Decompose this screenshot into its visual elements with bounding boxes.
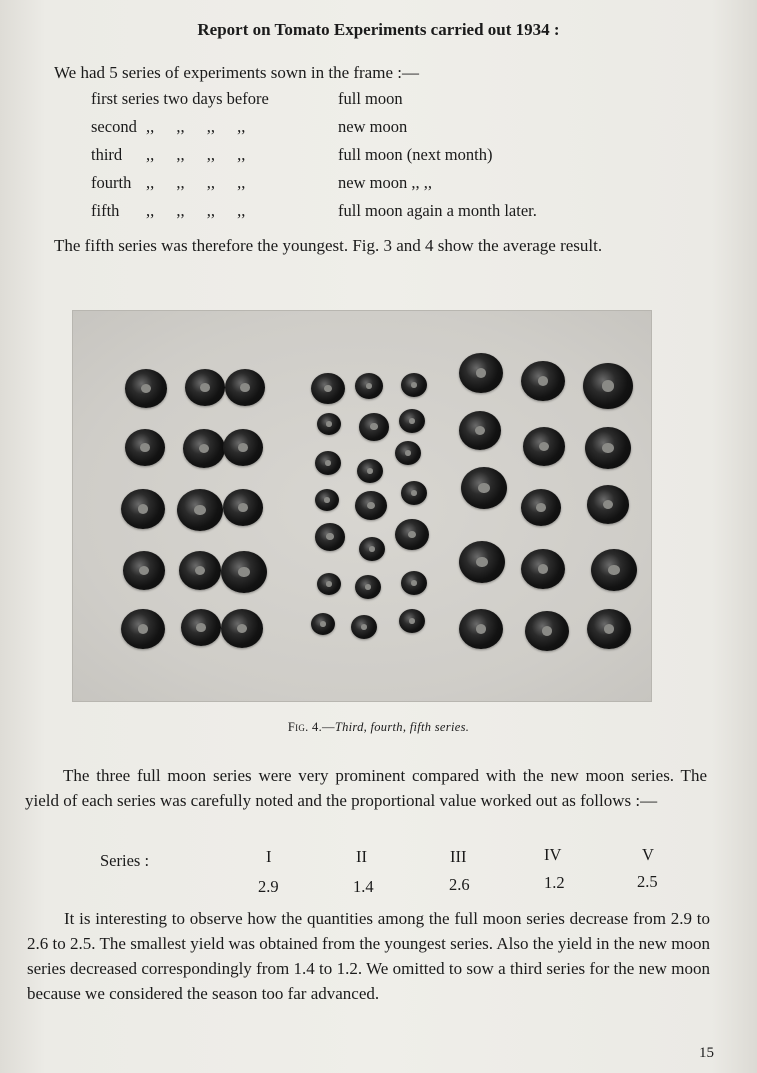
tomato-photo — [401, 481, 427, 505]
tomato-photo — [521, 489, 561, 526]
tomato-photo — [395, 441, 421, 465]
tomato-photo — [395, 519, 429, 550]
tomato-photo — [459, 411, 501, 450]
tomato-photo — [223, 489, 263, 526]
figure-caption — [0, 720, 757, 735]
tomato-photo — [399, 609, 425, 633]
tomato-photo — [123, 551, 165, 590]
series-phase: full moon (next month) — [338, 145, 493, 164]
page-number: 15 — [699, 1045, 714, 1061]
series-phase: new moon — [338, 117, 408, 136]
series-name: second — [91, 117, 137, 136]
tomato-photo — [355, 373, 383, 399]
tomato-photo — [185, 369, 225, 406]
tomato-photo — [583, 363, 633, 409]
ditto-marks: ,, ,, ,, ,, — [146, 201, 246, 220]
ditto-marks: ,, ,, ,, ,, — [146, 117, 246, 136]
tomato-photo — [591, 549, 637, 591]
series-phase: full moon again a month later. — [338, 201, 537, 220]
page-title: Report on Tomato Experiments carried out 1934 : — [197, 20, 560, 39]
tomato-photo — [317, 413, 341, 435]
tomato-photo — [359, 413, 389, 441]
paragraph-conclusion: It is interesting to observe how the quantities among the full moon series decrease from 2.9 to 2.6 to 2.5. The smallest yield was obtained from the youngest series. Also the yield in the new moon series decreased correspondingly from 1.4 to 1.2. We omitted to sow a third series for the new moon because we considered the season too far advanced. — [27, 909, 710, 1003]
tomato-photo — [221, 609, 263, 648]
series-phase: new moon ,, ,, — [338, 173, 432, 192]
tomato-photo — [179, 551, 221, 590]
yield-column-header: II — [356, 847, 367, 866]
yield-column-header: III — [450, 847, 467, 866]
series-phase: full moon — [338, 89, 403, 108]
tomato-photo — [311, 613, 335, 635]
tomato-photo — [315, 451, 341, 475]
ditto-marks: ,, ,, ,, ,, — [146, 145, 246, 164]
paragraph-comparison: The three full moon series were very prominent compared with the new moon series. The yield of each series was carefully noted and the proportional value worked out as follows :— — [25, 766, 707, 810]
yield-value: 1.2 — [544, 873, 565, 892]
tomato-photo — [121, 609, 165, 649]
paragraph-result: The fifth series was therefore the youngest. Fig. 3 and 4 show the average result. — [54, 236, 603, 255]
ditto-marks: ,, ,, ,, ,, — [146, 173, 246, 192]
tomato-photo — [183, 429, 225, 468]
tomato-photo — [459, 541, 505, 583]
yield-value: 2.9 — [258, 877, 279, 896]
tomato-photo — [459, 609, 503, 649]
tomato-photo — [225, 369, 265, 406]
tomato-photo — [461, 467, 507, 509]
tomato-photo — [521, 549, 565, 589]
tomato-photo — [459, 353, 503, 393]
tomato-photo — [125, 369, 167, 408]
series-name: first series two days before — [91, 89, 269, 108]
tomato-photo — [587, 485, 629, 524]
tomato-photo — [355, 491, 387, 520]
tomato-photograph — [72, 310, 652, 702]
tomato-photo — [315, 523, 345, 551]
tomato-photo — [585, 427, 631, 469]
series-name: third — [91, 145, 123, 164]
series-name: fourth — [91, 173, 132, 192]
tomato-photo — [121, 489, 165, 529]
tomato-photo — [525, 611, 569, 651]
intro-text: We had 5 series of experiments sown in the frame :— — [54, 63, 419, 82]
tomato-photo — [355, 575, 381, 599]
yield-column-header: I — [266, 847, 272, 866]
series-name: fifth — [91, 201, 120, 220]
tomato-photo — [351, 615, 377, 639]
figure-caption-text: Third, fourth, fifth series. — [334, 720, 470, 734]
tomato-photo — [317, 573, 341, 595]
tomato-photo — [357, 459, 383, 483]
yield-value: 2.5 — [637, 872, 658, 891]
yield-value: 1.4 — [353, 877, 374, 896]
figure-number: Fig. 4.— — [287, 720, 335, 734]
tomato-photo — [223, 429, 263, 466]
tomato-photo — [399, 409, 425, 433]
yield-column-header: V — [642, 845, 654, 864]
tomato-photo — [587, 609, 631, 649]
yield-table-label: Series : — [100, 851, 150, 870]
tomato-photo — [125, 429, 165, 466]
tomato-photo — [311, 373, 345, 404]
tomato-photo — [521, 361, 565, 401]
tomato-photo — [221, 551, 267, 593]
yield-value: 2.6 — [449, 875, 470, 894]
tomato-photo — [181, 609, 221, 646]
tomato-photo — [401, 571, 427, 595]
tomato-photo — [177, 489, 223, 531]
tomato-photo — [401, 373, 427, 397]
tomato-photo — [315, 489, 339, 511]
tomato-photo — [359, 537, 385, 561]
tomato-photo — [523, 427, 565, 466]
yield-column-header: IV — [544, 845, 562, 864]
